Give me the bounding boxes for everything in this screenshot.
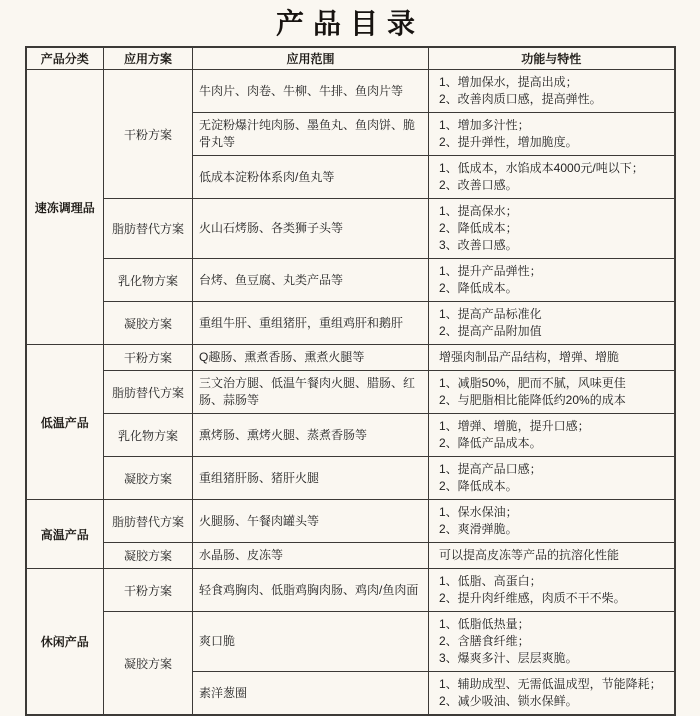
- scope-cell: 水晶肠、皮冻等: [193, 543, 429, 569]
- feature-line: 2、降低成本。: [439, 479, 518, 493]
- scope-cell: 重组牛肝、重组猪肝，重组鸡肝和鹅肝: [193, 302, 429, 345]
- features-cell: [429, 302, 675, 345]
- feature-line: 1、提升产品弹性；: [439, 264, 542, 278]
- header-cell-features: 功能与特性: [429, 47, 675, 70]
- features-cell: [429, 259, 675, 302]
- scope-cell: 火山石烤肠、各类狮子头等: [193, 199, 429, 259]
- plan-cell: 干粉方案: [104, 70, 193, 199]
- features-cell: [429, 371, 675, 414]
- table-row: [26, 345, 675, 371]
- product-catalog-table: [25, 46, 676, 716]
- scope-cell: 爽口脆: [193, 612, 429, 672]
- feature-line: 3、改善口感。: [439, 238, 518, 252]
- feature-line: 1、提高保水；: [439, 204, 518, 218]
- table-row: [26, 414, 675, 457]
- feature-line: 2、提升肉纤维感，肉质不干不柴。: [439, 591, 626, 605]
- feature-line: 1、保水保油；: [439, 505, 518, 519]
- scope-cell: 台烤、鱼豆腐、丸类产品等: [193, 259, 429, 302]
- feature-line: 1、减脂50%，肥而不腻，风味更佳: [439, 376, 626, 390]
- features-cell: [429, 569, 675, 612]
- feature-line: 2、减少吸油、锁水保鲜。: [439, 694, 578, 708]
- category-cell: 速冻调理品: [26, 70, 104, 345]
- plan-cell: 凝胶方案: [104, 457, 193, 500]
- feature-line: 2、提升弹性，增加脆度。: [439, 135, 578, 149]
- plan-cell: 凝胶方案: [104, 302, 193, 345]
- plan-cell: 凝胶方案: [104, 612, 193, 716]
- table-row: [26, 457, 675, 500]
- features-cell: [429, 156, 675, 199]
- table-row: [26, 259, 675, 302]
- feature-line: 1、低成本，水馅成本4000元/吨以下；: [439, 161, 644, 175]
- feature-line: 1、增弹、增脆，提升口感；: [439, 419, 590, 433]
- plan-cell: 乳化物方案: [104, 414, 193, 457]
- features-cell: [429, 543, 675, 569]
- feature-line: 2、提高产品附加值: [439, 324, 542, 338]
- page-title: 产品目录: [275, 8, 424, 39]
- feature-line: 2、降低成本；: [439, 221, 518, 235]
- table-row: [26, 199, 675, 259]
- scope-cell: 素洋葱圈: [193, 672, 429, 716]
- feature-line: 1、提高产品口感；: [439, 462, 542, 476]
- header-row: [26, 47, 675, 70]
- feature-line: 1、增加保水，提高出成；: [439, 75, 578, 89]
- category-cell: 休闲产品: [26, 569, 104, 716]
- table-row: [26, 500, 675, 543]
- table-row: [26, 543, 675, 569]
- feature-line: 2、与肥脂相比能降低约20%的成本: [439, 393, 626, 407]
- scope-cell: 无淀粉爆汁纯肉肠、墨鱼丸、鱼肉饼、脆骨丸等: [193, 113, 429, 156]
- table-row: [26, 612, 675, 672]
- plan-cell: 凝胶方案: [104, 543, 193, 569]
- plan-cell: 脂肪替代方案: [104, 199, 193, 259]
- feature-line: 可以提高皮冻等产品的抗溶化性能: [439, 548, 620, 562]
- feature-line: 3、爆爽多汁、层层爽脆。: [439, 651, 578, 665]
- features-cell: [429, 199, 675, 259]
- feature-line: 1、低脂低热量；: [439, 617, 530, 631]
- feature-line: 2、改善口感。: [439, 178, 518, 192]
- scope-cell: 轻食鸡胸肉、低脂鸡胸肉肠、鸡肉/鱼肉面: [193, 569, 429, 612]
- category-cell: 高温产品: [26, 500, 104, 569]
- header-cell-scope: 应用范围: [193, 47, 429, 70]
- feature-line: 2、降低成本。: [439, 281, 518, 295]
- feature-line: 2、改善肉质口感，提高弹性。: [439, 92, 602, 106]
- scope-cell: 三文治方腿、低温午餐肉火腿、腊肠、红肠、蒜肠等: [193, 371, 429, 414]
- feature-line: 2、降低产品成本。: [439, 436, 542, 450]
- feature-line: 2、爽滑弹脆。: [439, 522, 518, 536]
- features-cell: [429, 414, 675, 457]
- plan-cell: 干粉方案: [104, 569, 193, 612]
- table-row: [26, 371, 675, 414]
- features-cell: [429, 70, 675, 113]
- features-cell: [429, 113, 675, 156]
- features-cell: [429, 672, 675, 716]
- feature-line: 1、增加多汁性；: [439, 118, 530, 132]
- scope-cell: 重组猪肝肠、猪肝火腿: [193, 457, 429, 500]
- feature-line: 1、提高产品标准化: [439, 307, 542, 321]
- scope-cell: 低成本淀粉体系肉/鱼丸等: [193, 156, 429, 199]
- table-row: [26, 569, 675, 612]
- header-cell-category: 产品分类: [26, 47, 104, 70]
- features-cell: [429, 500, 675, 543]
- plan-cell: 干粉方案: [104, 345, 193, 371]
- scope-cell: 熏烤肠、熏烤火腿、蒸煮香肠等: [193, 414, 429, 457]
- feature-line: 增强肉制品产品结构，增弹、增脆: [439, 350, 620, 364]
- catalog-table-body: [26, 70, 675, 716]
- header-cell-plan: 应用方案: [104, 47, 193, 70]
- scope-cell: Q趣肠、熏煮香肠、熏煮火腿等: [193, 345, 429, 371]
- feature-line: 1、低脂、高蛋白；: [439, 574, 542, 588]
- scope-cell: 火腿肠、午餐肉罐头等: [193, 500, 429, 543]
- features-cell: [429, 345, 675, 371]
- plan-cell: 脂肪替代方案: [104, 500, 193, 543]
- table-row: [26, 302, 675, 345]
- features-cell: [429, 612, 675, 672]
- scope-cell: 牛肉片、肉卷、牛柳、牛排、鱼肉片等: [193, 70, 429, 113]
- table-header: [26, 47, 675, 70]
- features-cell: [429, 457, 675, 500]
- feature-line: 2、含膳食纤维；: [439, 634, 530, 648]
- plan-cell: 脂肪替代方案: [104, 371, 193, 414]
- table-row: [26, 70, 675, 113]
- plan-cell: 乳化物方案: [104, 259, 193, 302]
- category-cell: 低温产品: [26, 345, 104, 500]
- feature-line: 1、辅助成型、无需低温成型，节能降耗；: [439, 677, 662, 691]
